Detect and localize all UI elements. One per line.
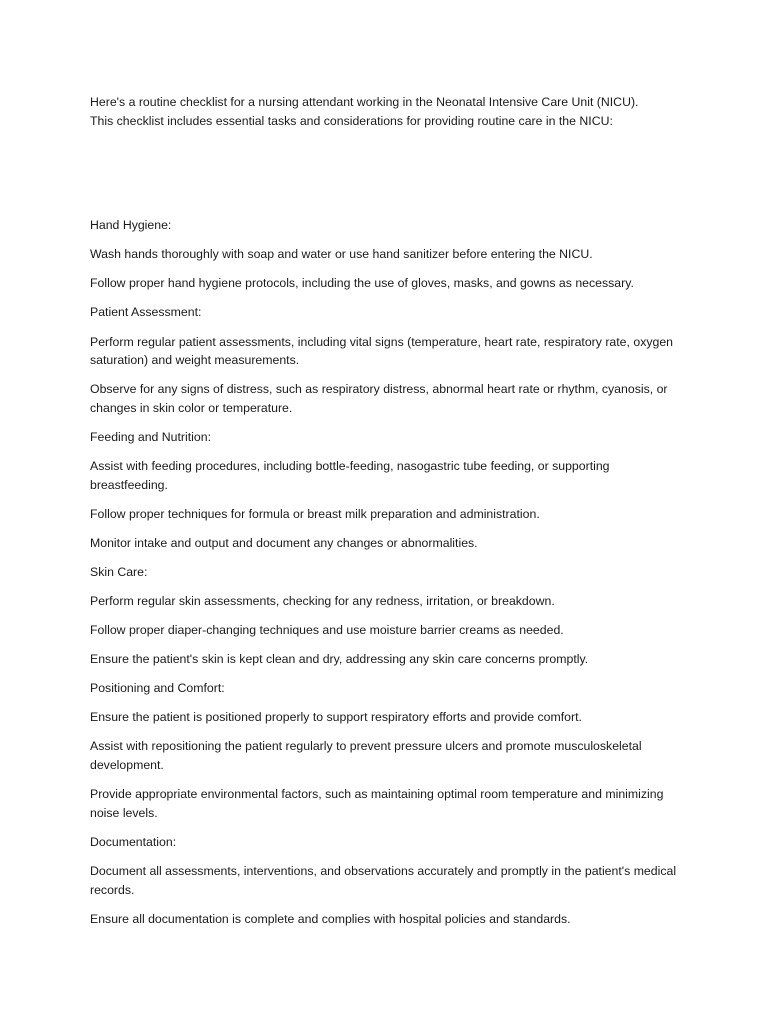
checklist-item: Provide appropriate environmental factors, such as maintaining optimal room temperature and minimizing noise levels. [90,787,664,820]
checklist-item: Follow proper hand hygiene protocols, including the use of gloves, masks, and gowns as necessary. [90,276,634,291]
section-heading-documentation: Documentation: [90,834,177,849]
section-heading-patient-assessment: Patient Assessment: [90,305,202,320]
section-heading-feeding-nutrition: Feeding and Nutrition: [90,429,211,444]
section-heading-skin-care: Skin Care: [90,564,148,579]
checklist-item: Assist with repositioning the patient regularly to prevent pressure ulcers and promote musculoskeletal development. [90,739,642,773]
checklist-item: Observe for any signs of distress, such as respiratory distress, abnormal heart rate or rhythm, cyanosis, or changes in skin color or temperature. [90,382,668,415]
checklist-item: Perform regular patient assessments, including vital signs (temperature, heart rate, respiratory rate, oxygen saturation) and weight measurements. [90,334,674,368]
checklist-item: Wash hands thoroughly with soap and water or use hand sanitizer before entering the NICU. [90,247,593,262]
checklist-item: Follow proper techniques for formula or breast milk preparation and administration. [90,506,540,521]
checklist-item: Perform regular skin assessments, checking for any redness, irritation, or breakdown. [90,594,555,608]
section-heading-hand-hygiene: Hand Hygiene: [90,218,172,233]
document-body [90,93,680,939]
checklist-item: Monitor intake and output and document any changes or abnormalities. [90,535,478,550]
intro-paragraph [90,93,680,130]
intro-line-2: This checklist includes essential tasks and considerations for providing routine care in the NICU: [90,113,613,128]
checklist-item: Document all assessments, interventions, and observations accurately and promptly in the patient's medical records. [90,863,677,897]
checklist-item: Assist with feeding procedures, including bottle-feeding, nasogastric tube feeding, or supporting breastfeeding. [90,459,610,492]
checklist-item: Follow proper diaper-changing techniques and use moisture barrier creams as needed. [90,623,564,638]
section-heading-positioning-comfort: Positioning and Comfort: [90,681,225,696]
intro-line-1: Here's a routine checklist for a nursing attendant working in the Neonatal Intensive Care Unit (NICU). [90,95,639,109]
checklist-item: Ensure all documentation is complete and complies with hospital policies and standards. [90,911,571,926]
checklist-item: Ensure the patient's skin is kept clean and dry, addressing any skin care concerns promptly. [90,652,589,667]
checklist-item: Ensure the patient is positioned properly to support respiratory efforts and provide comfort. [90,710,582,725]
